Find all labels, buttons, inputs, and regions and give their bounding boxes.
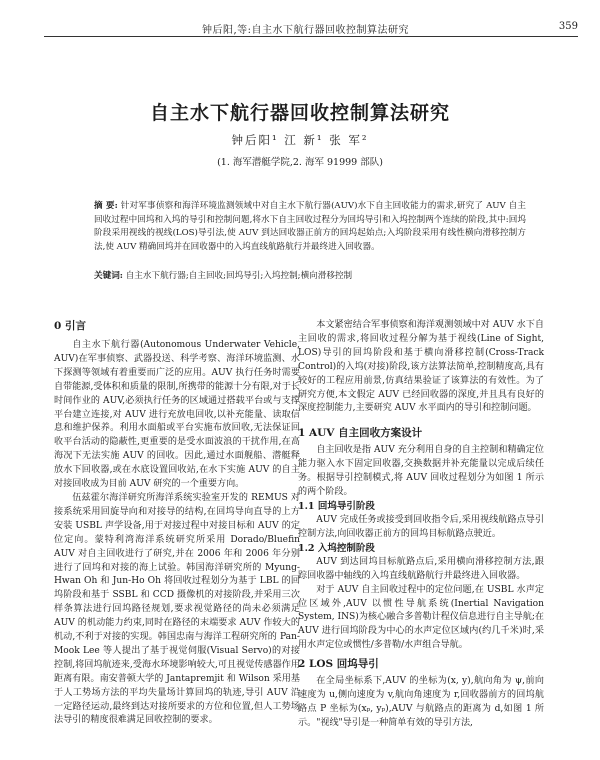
paper-title: 自主水下航行器回收控制算法研究 [149,102,450,124]
section-heading-1: 1 AUV 自主回收方案设计 [298,427,423,440]
paragraph: 对于 AUV 自主回收过程中的定位问题,在 USBL 水声定位区域外,AUV 以惯性导航系统(Inertial Navigation System, INS)为核心融合多普勒计程仪信息进行自主导航;在 AUV 进行回坞阶段为中心的水声定位区域内(约几千米)时,采用水声定位或惯性/多普勒/水声组合导航。 [298,584,544,651]
paragraph: 伍兹霍尔海洋研究所海洋系统实验室开发的 REMUS 对接系统采用回旋导向和对接导的结构,在回坞导向直导的上方安装 USBL 声学设备,用于对接过程中对接目标和 AUV 的定位定向。蒙特利湾海洋系统研究所采用 Dorado/Bluefin AUV 对自主回收进行了研究,并在 2006 年和 2006 年分别进行了回坞和对接的海上试验。韩国海洋研究所的 Myung-Hwan Oh 和 Jun-Ho Oh 将回收过程划分为基于 LBL 的回坞阶段和基于 SSBL 和 CCD 摄像机的对接阶段,并采用三次样条算法进行回坞路径规划,要求视觉路径的尚未必须满足 AUV 的机动能力约束,同时在路径的末端要求 AUV 作较大的机动,不利于对接的实现。韩国忠南与海洋工程研究所的 Pan-Mook Lee 等人提出了基于视觉伺服(Visual Servo)的对接控制,将回坞航迹来,受海水环境影响较大,可且视觉传感器作用距离有限。南安普顿大学的 Jantapremjit 和 Wilson 采用基于人工势场方法的平均失量场计算回坞的轨迹,导引 AUV 沿一定路径运动,最终到达对接所要求的方位和位置,但人工势场法导引的精度很难满足回收控制的要求。 [54,492,300,726]
abstract-label: 摘 要: [94,201,118,211]
subsection-heading-1-1: 1.1 回坞导引阶段 [298,500,375,512]
keywords-label: 关键词: [94,271,123,281]
paper-affiliation: (1. 海军潜艇学院,2. 海军 91999 部队) [217,157,383,168]
keywords-block [94,270,526,283]
paragraph: 在全局坐标系下,AUV 的坐标为(x, y),航向角为 ψ,前向速度为 u,侧向速度为 v,航向角速度为 r,回收器前方的回坞航路点 P 坐标为(xₚ, yₚ),AUV 与航路点的距离为 d,如图 1 所示。"视线"导引是一种简单有效的导引方法, [298,676,544,728]
paragraph: 自主回收是指 AUV 充分利用自身的自主控制和精确定位能力驱入水下固定回收器,交换数据并补充能量以完成后续任务。根据导引控制模式,将 AUV 回收过程划分为如图 1 所示的两个阶段。 [298,445,544,498]
paragraph: 自主水下航行器(Autonomous Underwater Vehicle, AUV)在军事侦察、武器投送、科学考察、海洋环境监测、水下探测等领域有着重要而广泛的应用。AUV 执行任务时需要自带能源,受体积和质量的限制,所携带的能源十分有限,对于长时间作业的 AUV,必须执行任务的区域通过搭载平台或与支撑平台建立连接,对 AUV 进行充放电回收,以补充能量、读取信息和维护保养。利用水面船或平台实施布放回收,无法保证回收平台活动的隐蔽性,更重要的是受水面波浪的干扰作用,在高海况下无法实施 AUV 的回收。因此,通过水面舰船、潜艇释放水下回收器,或在水底设置回收站,在水下实施 AUV 的自主对接回收成为目前 AUV 研究的一个重要方向。 [54,340,300,490]
left-column [54,319,300,728]
section-heading-2: 2 LOS 回坞导引 [298,658,379,671]
paper-authors: 钟后阳¹ 江 新¹ 张 军² [231,133,369,147]
subsection-heading-1-2: 1.2 入坞控制阶段 [298,542,375,554]
paragraph: AUV 完成任务或接受到回收指令后,采用视线航路点导引控制方法,向回收器正前方的回坞目标航路点驶近。 [298,514,544,539]
abstract-block [94,200,526,254]
paragraph: AUV 到达回坞目标航路点后,采用横向滑移控制方法,跟踪回收器中轴线的入坞直线航路航行并最终进入回收器。 [298,556,544,581]
page-number: 359 [558,21,578,32]
keywords-text: 自主水下航行器;自主回收;回坞导引;入坞控制;横向滑移控制 [125,271,353,281]
section-heading-intro: 0 引言 [54,320,86,332]
abstract-text: 针对军事侦察和海洋环境监测领域中对自主水下航行器(AUV)水下自主回收能力的需求,研究了 AUV 自主回收过程中回坞和入坞的导引和控制问题,将水下自主回收过程分为回坞导引和入坞控制两个连续的阶段,其中:回坞阶段采用视线的视线(LOS)导引法,使 AUV 到达回收器正前方的回坞起始点;入坞阶段采用有线性横向滑移控制方法,使 AUV 精确回坞并在回收器中的入坞直线航路航行并最终进入回收器。 [94,201,526,252]
running-header [44,20,578,37]
running-title: 钟后阳,等:自主水下航行器回收控制算法研究 [202,25,410,36]
paragraph: 本文紧密结合军事侦察和海洋观测领域中对 AUV 水下自主回收的需求,将回收过程分解为基于视线(Line of Sight, LOS)导引的回坞阶段和基于横向滑移控制(Cross-Track Control)的入坞(对接)阶段,该方法算法简单,控制精度高,具有较好的工程应用前景,仿真结果验证了该算法的有效性。为了研究方便,本文假定 AUV 已经回收器的深度,并且具有良好的深度控制能力,主要研究 AUV 水平面内的导引和控制问题。 [298,320,544,414]
right-column [298,319,544,731]
